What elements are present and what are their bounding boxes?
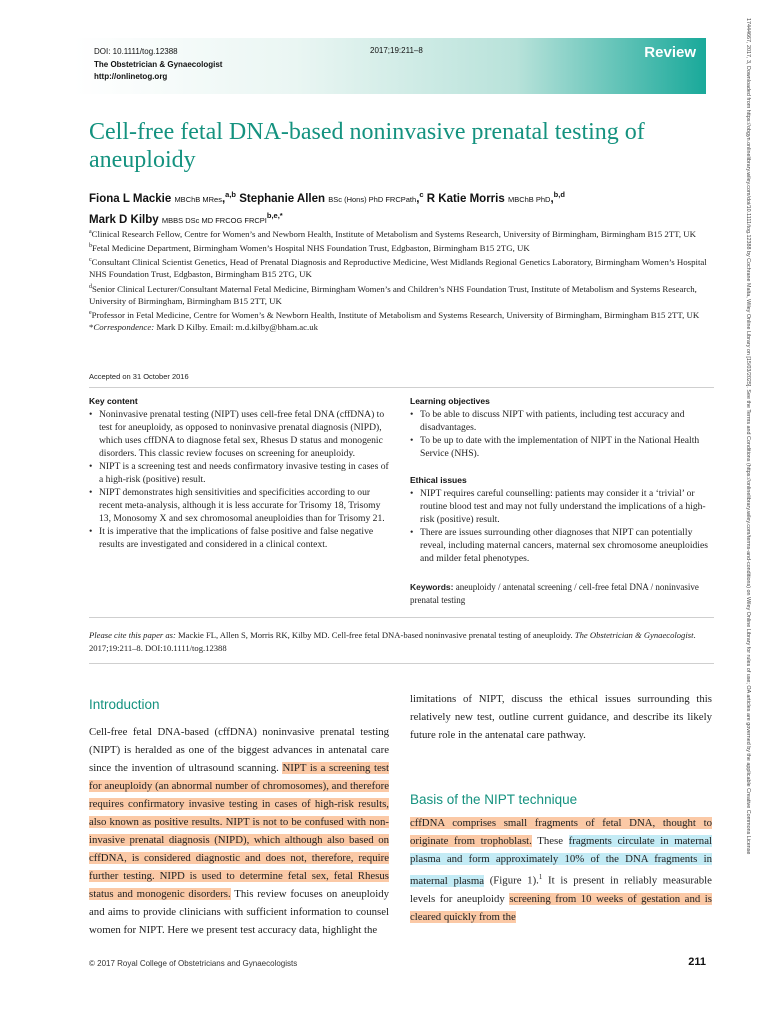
affiliation: $^e$Professor in Fetal Medicine, Centre for Women’s & Newborn Health, Institute of Metabolism and Systems Research, University of Birmingham, Birmingham B15 2TT, UK [89, 309, 700, 320]
author-affil-marker: b,e,* [266, 210, 283, 220]
list-item: • There are issues surrounding other diagnoses that NIPT can potentially reveal, including maternal cancers, maternal sex chromosome aneuploidies and milder fetal phenotypes. [410, 526, 710, 565]
list-item: • Noninvasive prenatal testing (NIPT) uses cell-free fetal DNA (cffDNA) to test for aneuploidy, as opposed to noninvasive prenatal diagnosis (NIPD), which uses cffDNA to diagnose fetal sex, Rhesus D status and monogenic disorders. This classic review focuses on screening for aneuploidy. [89, 408, 389, 460]
download-side-note: 17444667, 2017, 3, Downloaded from https://obgyn.onlinelibrary.wiley.com/doi/10.1111/tog.12388 by Cochrane Malta, Wiley Online Library on [15/03/2025]. See the Terms and Conditions (https://onlinelibrary.wiley.com/terms-and-conditions) on Wiley Online Library for rules of use; OA articles are governed by the applicable Creative Commons License [745, 18, 751, 855]
list-item: • To be able to discuss NIPT with patients, including test accuracy and disadvantages. [410, 408, 710, 434]
highlight: screening from 10 weeks of gestation and is cleared quickly from the [410, 892, 712, 923]
list-item: • NIPT requires careful counselling: patients may consider it a ‘trivial’ or routine blood test and may not fully understand the implications of a high-risk (positive) result. [410, 487, 710, 526]
ethical-issues-heading: Ethical issues [410, 475, 467, 485]
learning-objectives-heading: Learning objectives [410, 396, 490, 406]
author-name: Fiona L Mackie [89, 192, 172, 205]
author-name: Stephanie Allen [239, 192, 326, 205]
introduction-text-continued: limitations of NIPT, discuss the ethical issues surrounding this relatively new test, outline current guidance, and describe its likely future role in the antenatal care pathway. [410, 693, 712, 741]
key-content-heading: Key content [89, 396, 138, 406]
affiliation: $^a$Clinical Research Fellow, Centre for Women’s and Newborn Health, Institute of Metabolism and Systems Research, University of Birmingham, Birmingham B15 2TT, UK [89, 228, 696, 239]
page-number: 211 [688, 956, 706, 968]
author-degrees: MBChB PhD [507, 194, 551, 204]
author-name: Mark D Kilby [89, 213, 159, 226]
list-item: • To be up to date with the implementation of NIPT in the National Health Service (NHS). [410, 434, 710, 460]
author-list: Fiona L Mackie MBChB MRes,$^{a,b}$ Stephanie Allen BSc (Hons) PhD FRCPath,$^c$ R Katie Morris MBChB PhD,$^{b,d}$ Mark D Kilby MBBS DSc MD FRCOG $FRCPI^{b,e,*}$ [89, 190, 565, 226]
copyright: © 2017 Royal College of Obstetricians and Gynaecologists [89, 959, 298, 968]
accepted-date: Accepted on 31 October 2016 [89, 372, 189, 381]
divider [89, 387, 714, 388]
issue-info: 2017;19:211–8 [370, 46, 423, 55]
reference-marker[interactable]: 1 [538, 873, 543, 881]
key-content-box [89, 396, 389, 551]
author-degrees: MBBS DSc MD FRCOG FRCPI [161, 215, 267, 225]
introduction-text: Cell-free fetal DNA-based (cffDNA) noninvasive prenatal testing (NIPT) is heralded as one of the biggest advances in antenatal care since the invention of ultrasound scanning. NIPT is a screening test for aneuploidy (an abnormal number of chromosomes), and therefore requires confirmatory invasive testing in cases of high-risk results, also known as positive results. NIPT is not to be confused with non-invasive prenatal diagnosis (NIPD), which although also based on cffDNA, is considered diagnostic and does not, therefore, require further testing. NIPD is used to determine fetal sex, fetal Rhesus status and monogenic disorders. This review focuses on aneuploidy and aims to provide clinicians with sufficient information to counsel women for NIPT. Here we present test accuracy data, highlight the [89, 726, 389, 936]
divider [89, 617, 714, 618]
ethical-issues-box [410, 475, 710, 565]
correspondence: *Correspondence: Mark D Kilby. Email: m.d.kilby@bham.ac.uk [89, 322, 319, 333]
introduction-heading: Introduction [89, 697, 160, 712]
author-name: R Katie Morris [426, 192, 505, 205]
affiliations [89, 226, 714, 333]
keywords: Keywords: aneuploidy / antenatal screening / cell-free fetal DNA / noninvasive prenatal testing [410, 582, 699, 605]
author-degrees: MBChB MRes [174, 194, 222, 204]
journal-name: The Obstetrician & Gynaecologist [94, 59, 223, 69]
author-affil-marker: b,d [553, 190, 565, 199]
basis-heading: Basis of the NIPT technique [410, 792, 578, 807]
author-affil-marker: c [419, 190, 424, 199]
highlight: fragments circulate in maternal plasma and form approximately 10% of the DNA fragments in maternal plasma [410, 835, 712, 887]
affiliation: $^c$Consultant Clinical Scientist Genetics, Head of Prenatal Diagnosis and Reproductive Medicine, West Midlands Regional Genetics Laboratory, Birmingham Women’s Hospital NHS Foundation Trust, Edgbaston, Birmingham B15 2TG, UK [89, 257, 707, 280]
basis-text: cffDNA comprises small fragments of fetal DNA, thought to originate from trophoblast. These fragments circulate in maternal plasma and form approximately 10% of the DNA fragments in maternal plasma (Figure 1).$^1$ It is present in reliably measurable levels for aneuploidy screening from 10 weeks of gestation and is cleared quickly from the [410, 817, 712, 923]
affiliation: $^d$Senior Clinical Lecturer/Consultant Maternal Fetal Medicine, Birmingham Women’s and Children’s NHS Foundation Trust, Institute of Metabolism and Systems Research, University of Birmingham, Birmingham B15 2TT, UK [89, 283, 697, 306]
affiliation: $^b$Fetal Medicine Department, Birmingham Women’s Hospital NHS Foundation Trust, Edgbaston, Birmingham B15 2TG, UK [89, 243, 530, 254]
list-item: • NIPT demonstrates high sensitivities and specificities according to our recent meta-analysis, although it is less accurate for Trisomy 18, Trisomy 13, Monosomy X and sex chromosomal aneuploidies than for Trisomy 21. [89, 486, 389, 525]
article-type-label: Review [644, 44, 696, 61]
journal-url[interactable]: http://onlinetog.org [94, 72, 168, 81]
divider [89, 663, 714, 664]
journal-info [94, 46, 222, 84]
list-item: • NIPT is a screening test and needs confirmatory invasive testing in cases of a high-risk (positive) result. [89, 460, 389, 486]
list-item: • It is imperative that the implications of false positive and false negative results are investigated and considered in a clinical context. [89, 525, 389, 551]
learning-objectives-box [410, 396, 710, 460]
article-title: Cell-free fetal DNA-based noninvasive prenatal testing of aneuploidy [89, 119, 645, 173]
highlight: NIPT is a screening test for aneuploidy (an abnormal number of chromosomes), and therefore requires confirmatory invasive testing in cases of high-risk results, also known as positive results. NIPT is not to be confused with non-invasive prenatal diagnosis (NIPD), which although also based on cffDNA, is considered diagnostic and does not, therefore, require further testing. NIPD is used to determine fetal sex, fetal Rhesus status and monogenic disorders. [89, 762, 389, 900]
author-affil-marker: a,b [225, 190, 236, 199]
doi[interactable]: DOI: 10.1111/tog.12388 [94, 47, 178, 56]
journal-header-band [74, 38, 706, 94]
author-degrees: BSc (Hons) PhD FRCPath [328, 194, 417, 204]
citation: Please cite this paper as: Mackie FL, Allen S, Morris RK, Kilby MD. Cell-free fetal DNA-based noninvasive prenatal testing of aneuploidy. The Obstetrician & Gynaecologist. 2017;19:211–8. DOI:10.1111/tog.12388 [89, 630, 696, 653]
highlight: cffDNA comprises small fragments of fetal DNA, thought to originate from trophoblast. [410, 817, 712, 847]
